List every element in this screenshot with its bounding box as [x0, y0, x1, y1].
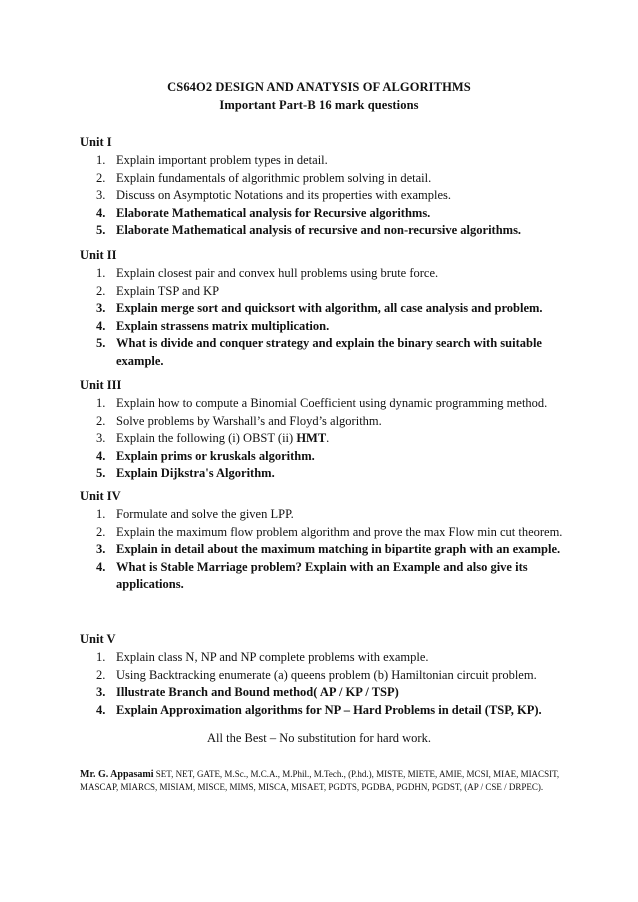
- question-item: [80, 541, 580, 559]
- author-name: Mr. G. Appasami: [80, 769, 154, 780]
- question-item: [80, 187, 580, 205]
- question-item: [80, 283, 580, 301]
- question-text: Explain class N, NP and NP complete problems with example.: [116, 650, 429, 664]
- question-item: [80, 318, 580, 336]
- unit-1-heading: Unit I: [80, 135, 112, 149]
- question-item: [80, 684, 580, 702]
- question-item: [80, 265, 580, 283]
- question-text: Elaborate Mathematical analysis for Recursive algorithms.: [116, 205, 431, 220]
- document-subtitle: Important Part-B 16 mark questions: [219, 98, 419, 112]
- closing-line: All the Best – No substitution for hard work.: [207, 731, 431, 745]
- question-number: 3.: [96, 542, 106, 556]
- question-item: [80, 430, 580, 448]
- question-number: 5.: [96, 223, 106, 237]
- question-number: 4.: [96, 702, 106, 717]
- question-number: 5.: [96, 466, 106, 480]
- question-item: [80, 465, 580, 483]
- question-text: What is Stable Marriage problem? Explain with an Example and also give its applications.: [116, 559, 528, 591]
- question-number: 3.: [96, 685, 106, 699]
- question-number: 2.: [96, 170, 106, 185]
- question-item: [80, 413, 580, 431]
- question-number: 3.: [96, 301, 106, 315]
- question-text: Explain the following (i) OBST (ii): [116, 431, 297, 445]
- document-title: CS64O2 DESIGN AND ANATYSIS OF ALGORITHMS: [167, 80, 471, 94]
- question-number: 2.: [96, 524, 106, 539]
- question-text: Explain prims or kruskals algorithm.: [116, 448, 315, 463]
- question-number: 1.: [96, 396, 106, 410]
- question-text: Explain Dijkstra's Algorithm.: [116, 466, 275, 480]
- unit-2-heading: Unit II: [80, 248, 117, 262]
- question-item: [80, 170, 580, 188]
- question-number: 4.: [96, 448, 106, 463]
- question-text: Explain merge sort and quicksort with algorithm, all case analysis and problem.: [116, 301, 543, 315]
- question-text: Explain strassens matrix multiplication.: [116, 318, 330, 333]
- question-item: [80, 559, 580, 594]
- author-credentials: SET, NET, GATE, M.Sc., M.C.A., M.Phil., M.Tech., (P.hd.), MISTE, MIETE, AMIE, MCSI, MIAE, MIACSIT, MASCAP, MIARCS, MISIAM, MISCE, MIMS, MISCA, MISAET, PGDTS, PGDBA, PGDHN, PGDST, (AP / CSE / DRPEC).: [80, 769, 560, 792]
- question-item: [80, 335, 580, 370]
- question-number: 1.: [96, 266, 106, 280]
- question-number: 2.: [96, 667, 106, 682]
- author-footer: [80, 768, 580, 793]
- unit-4-heading: Unit IV: [80, 489, 121, 503]
- question-emphasis: HMT: [296, 431, 327, 445]
- question-number: 5.: [96, 336, 106, 350]
- question-item: [80, 524, 580, 542]
- question-text: Explain Approximation algorithms for NP – Hard Problems in detail (TSP, KP).: [116, 702, 542, 717]
- unit-5-list: [80, 649, 580, 719]
- question-text: Explain TSP and KP: [116, 283, 220, 298]
- unit-1-list: [80, 152, 580, 240]
- question-text: Discuss on Asymptotic Notations and its properties with examples.: [116, 188, 452, 202]
- question-item: [80, 506, 580, 524]
- unit-3-heading: Unit III: [80, 378, 122, 392]
- question-item: [80, 395, 580, 413]
- question-text: Using Backtracking enumerate (a) queens problem (b) Hamiltonian circuit problem.: [116, 667, 537, 682]
- question-text: Explain fundamentals of algorithmic problem solving in detail.: [116, 170, 432, 185]
- question-item: [80, 300, 580, 318]
- question-text: Elaborate Mathematical analysis of recursive and non-recursive algorithms.: [116, 223, 522, 237]
- question-text: Illustrate Branch and Bound method( AP / KP / TSP): [116, 685, 399, 699]
- question-number: 3.: [96, 431, 106, 445]
- question-item: [80, 152, 580, 170]
- unit-3-list: [80, 395, 580, 483]
- question-text: Explain important problem types in detail.: [116, 153, 328, 167]
- question-item: [80, 649, 580, 667]
- question-number: 3.: [96, 188, 106, 202]
- unit-2-list: [80, 265, 580, 370]
- question-number: 4.: [96, 559, 106, 574]
- unit-5-heading: Unit V: [80, 632, 116, 646]
- question-number: 1.: [96, 153, 106, 167]
- question-text: Explain in detail about the maximum matching in bipartite graph with an example.: [116, 542, 561, 556]
- question-number: 1.: [96, 650, 106, 664]
- question-text: What is divide and conquer strategy and explain the binary search with suitable example.: [116, 336, 542, 368]
- question-text: Formulate and solve the given LPP.: [116, 507, 294, 521]
- question-text: Explain closest pair and convex hull problems using brute force.: [116, 266, 439, 280]
- question-item: [80, 702, 580, 720]
- question-number: 4.: [96, 318, 106, 333]
- question-tail: .: [326, 431, 330, 445]
- question-number: 2.: [96, 413, 106, 428]
- question-text: Solve problems by Warshall’s and Floyd’s algorithm.: [116, 413, 382, 428]
- question-number: 1.: [96, 507, 106, 521]
- question-item: [80, 205, 580, 223]
- question-item: [80, 667, 580, 685]
- question-number: 4.: [96, 205, 106, 220]
- question-text: Explain how to compute a Binomial Coefficient using dynamic programming method.: [116, 396, 548, 410]
- question-item: [80, 448, 580, 466]
- question-item: [80, 222, 580, 240]
- question-number: 2.: [96, 283, 106, 298]
- unit-4-list: [80, 506, 580, 594]
- question-text: Explain the maximum flow problem algorithm and prove the max Flow min cut theorem.: [116, 524, 563, 539]
